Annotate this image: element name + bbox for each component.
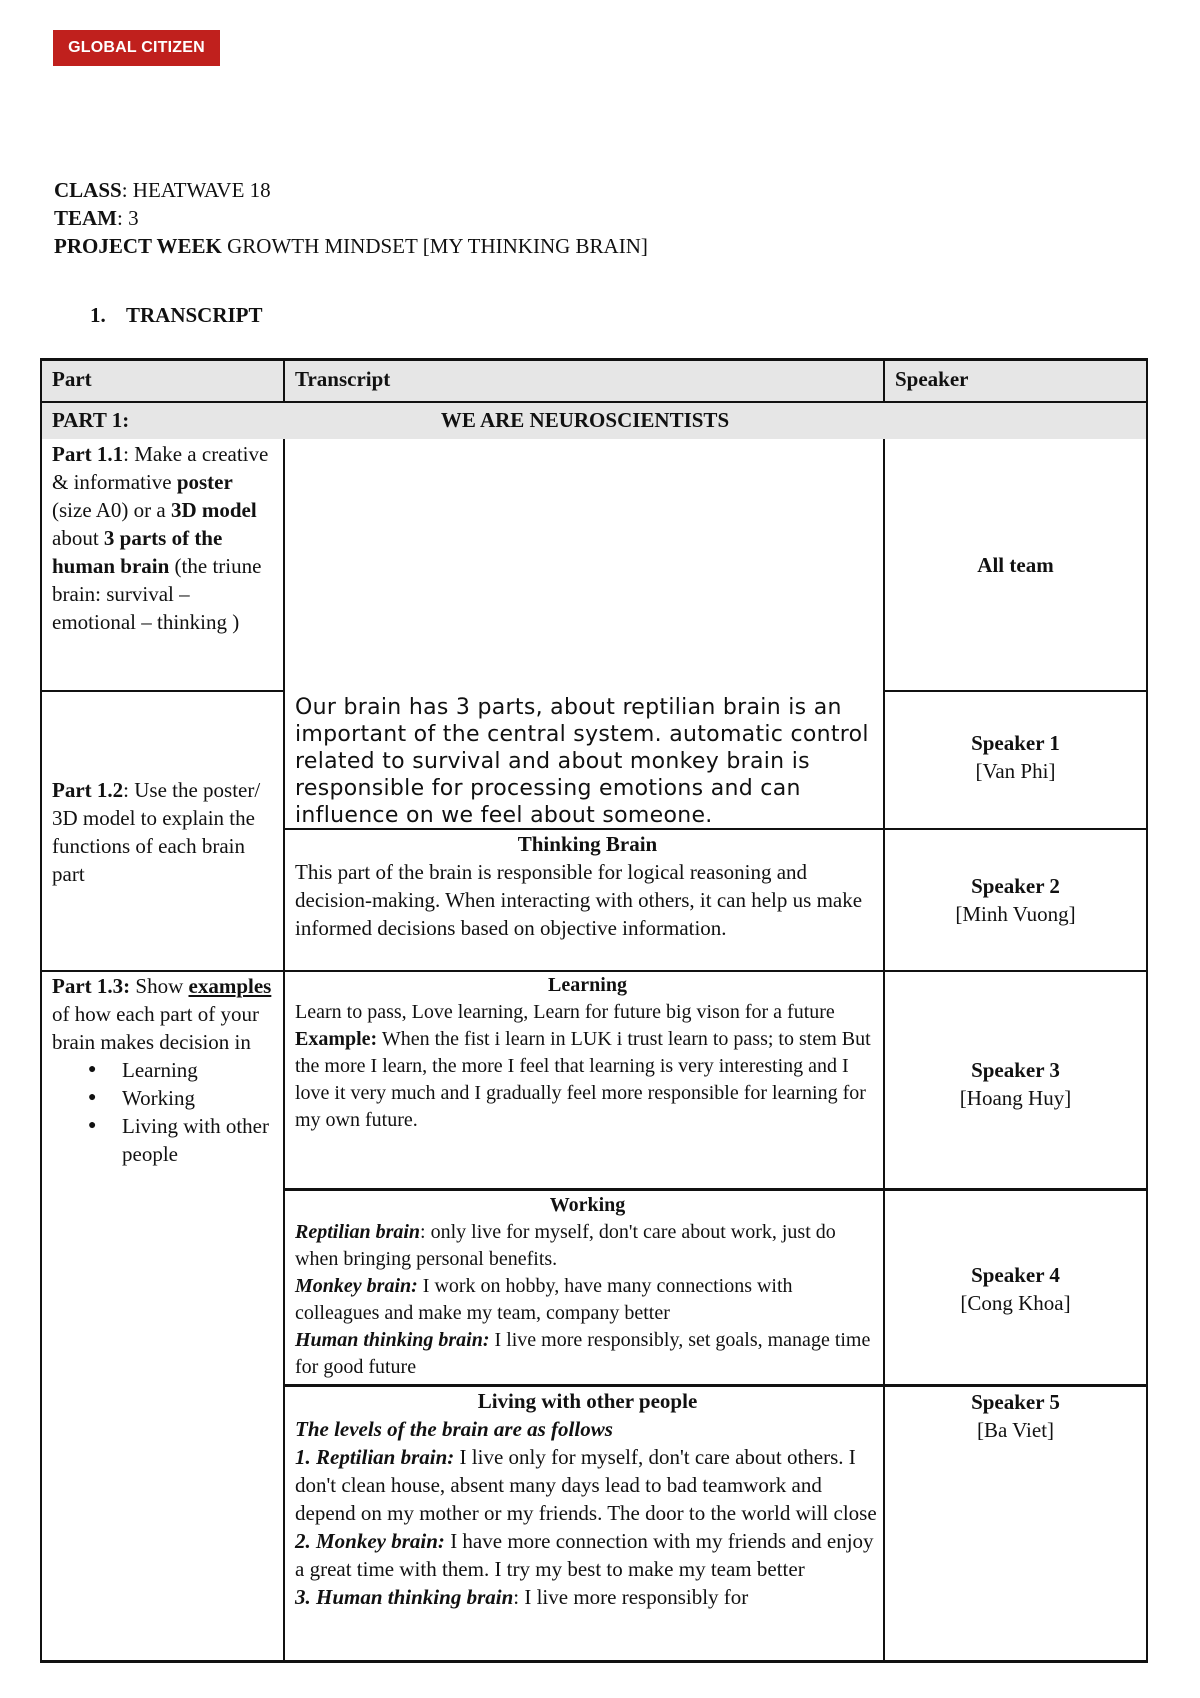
speaker-5-label: Speaker 5 [971,1390,1060,1414]
header-part: Part [52,367,92,391]
class-line: CLASS: HEATWAVE 18 [54,178,271,202]
speaker-2-name: [Minh Vuong] [955,902,1076,926]
project-line: PROJECT WEEK GROWTH MINDSET [MY THINKING BRAIN] [54,234,648,258]
living-transcript [295,1387,880,1611]
speaker-3-label: Speaker 3 [971,1058,1060,1082]
speaker-1-label: Speaker 1 [971,731,1060,755]
speaker-5-cell [885,1388,1146,1444]
learning-transcript [295,972,880,1134]
speaker-5-name: [Ba Viet] [976,1418,1055,1442]
global-citizen-logo: GLOBAL CITIZEN [53,30,220,66]
part1-title: WE ARE NEUROSCIENTISTS [440,408,730,432]
speaker-1-cell [885,729,1146,785]
living-line-3: 3. Human thinking brain: I live more responsibly for [295,1585,749,1609]
working-line-2: Monkey brain: I work on hobby, have many connections with colleagues and make my team, company better [295,1275,793,1324]
part1-label: PART 1: [52,408,130,432]
learning-line: Learn to pass, Love learning, Learn for future big vison for a future [295,1001,835,1023]
speaker-4-cell [885,1261,1146,1317]
header-speaker: Speaker [895,367,969,391]
part-1-2-transcript-speaker1: Our brain has 3 parts, about reptilian brain is an important of the central system. automatic control related to survival and about monkey brain is responsible for processing emotions and can influence on we feel about someone. [295,695,869,828]
list-item: ● Learning [122,1056,274,1084]
decision-areas-list [52,1056,274,1168]
header-transcript: Transcript [295,367,391,391]
speaker-3-cell [885,1056,1146,1112]
speaker-1-name: [Van Phi] [975,759,1056,783]
part-1-3-description [52,972,274,1168]
document-meta [54,176,648,260]
working-line-1: Reptilian brain: only live for myself, don't care about work, just do when bringing personal benefits. [295,1221,836,1270]
part-1-2-description: Part 1.2: Use the poster/ 3D model to explain the functions of each brain part [52,778,261,886]
working-line-3: Human thinking brain: I live more responsibly, set goals, manage time for good future [295,1329,871,1378]
speaker-3-name: [Hoang Huy] [959,1086,1072,1110]
speaker-4-name: [Cong Khoa] [960,1291,1071,1315]
learning-title: Learning [548,974,627,996]
team-line: TEAM: 3 [54,206,139,230]
part-1-1-speaker: All team [977,553,1054,577]
list-item: ● Working [122,1084,274,1112]
working-title: Working [549,1194,626,1216]
speaker-2-cell [885,872,1146,928]
thinking-brain-title: Thinking Brain [517,832,658,856]
living-title: Living with other people [477,1389,698,1413]
learning-example: Example: When the fist i learn in LUK i trust learn to pass; to stem But the more I learn, the more I feel that learning is very interesting and I love it very much and I gradually feel more responsible for learning for my own future. [295,1028,871,1131]
thinking-brain-text: This part of the brain is responsible for logical reasoning and decision-making. When interacting with others, it can help us make informed decisions based on objective information. [295,860,863,940]
living-line-2: 2. Monkey brain: I have more connection with my friends and enjoy a great time with them. I try my best to make my team better [295,1529,874,1581]
part-1-3-text: Part 1.3: Show examples of how each part of your brain makes decision in [52,974,272,1054]
speaker-4-label: Speaker 4 [971,1263,1060,1287]
thinking-brain-transcript [295,830,880,942]
working-transcript [295,1192,880,1381]
section-heading: 1. TRANSCRIPT [90,303,263,327]
living-subtitle: The levels of the brain are as follows [295,1417,613,1441]
list-item: ● Living with other people [122,1112,274,1168]
part-1-1-description: Part 1.1: Make a creative & informative poster (size A0) or a 3D model about 3 parts of the human brain (the triune brain: survival – emotional – thinking ) [52,442,269,634]
living-line-1: 1. Reptilian brain: I live only for myself, don't care about others. I don't clean house, absent many days lead to bad teamwork and depend on my mother or my friends. The door to the world will close [295,1445,877,1525]
speaker-2-label: Speaker 2 [971,874,1060,898]
